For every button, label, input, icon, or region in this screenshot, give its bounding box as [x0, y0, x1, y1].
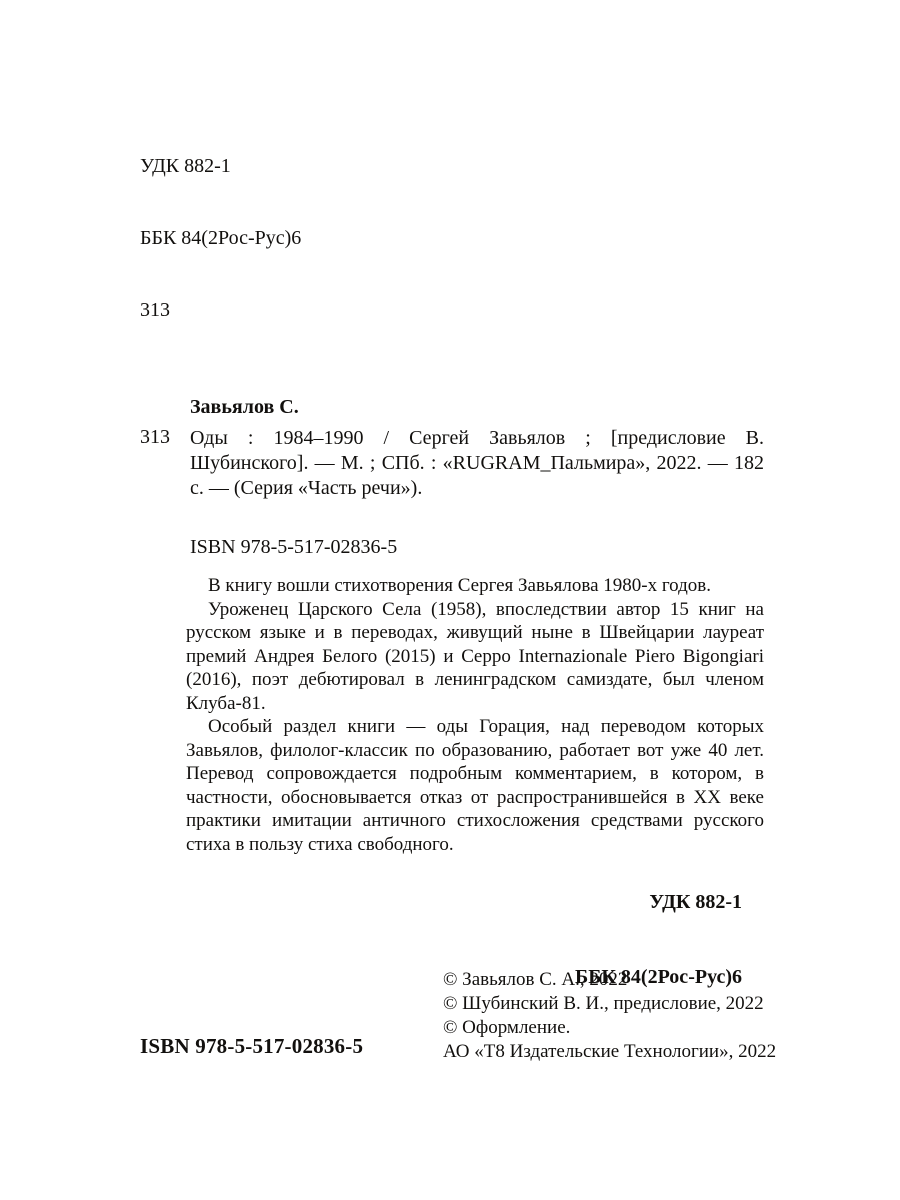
annotation-paragraph-3: Особый раздел книги — оды Горация, над переводом которых Завьялов, филолог-классик по образованию, работает вот уже 40 лет. Перевод сопровождается подробным комментарием, в котором, в частности, обосновывается отказ от распространившейся в XX веке практики имитации античного стихосложения средствами русского стиха в пользу стиха свободного.	[186, 716, 764, 855]
copyright-block	[443, 968, 776, 1064]
isbn-bottom: ISBN 978-5-517-02836-5	[140, 1034, 364, 1058]
isbn-catalog-line: ISBN 978-5-517-02836-5	[190, 536, 398, 558]
udk-code-right: УДК 882-1	[649, 891, 742, 913]
annotation-block	[186, 574, 764, 856]
udk-code-top: УДК 882-1	[140, 155, 231, 177]
copyright-line-author: © Завьялов С. А., 2022	[443, 969, 628, 990]
author-sign-code-top: 313	[140, 299, 170, 321]
top-classification-block	[140, 106, 301, 370]
copyright-line-publisher: АО «Т8 Издательские Технологии», 2022	[443, 1041, 777, 1062]
bbk-code-top: ББК 84(2Рос-Рус)6	[140, 227, 302, 249]
catalog-bibliographic-entry: Оды : 1984–1990 / Сергей Завьялов ; [предисловие В. Шубинского]. — М. ; СПб. : «RUGRAM_Пальмира», 2022. — 182 с. — (Серия «Часть речи»).	[190, 427, 764, 499]
catalog-author-heading: Завьялов С.	[190, 396, 299, 418]
copyright-line-design: © Оформление.	[443, 1017, 571, 1038]
bbk-code-right: ББК 84(2Рос-Рус)6	[574, 966, 742, 988]
copyright-line-preface: © Шубинский В. И., предисловие, 2022	[443, 993, 764, 1014]
annotation-paragraph-2: Уроженец Царского Села (1958), впоследствии автор 15 книг на русском языке и в переводах, живущий ныне в Швейцарии лауреат премий Андрея Белого (2015) и Ceppo Internazionale Piero Bigongiari (2016), поэт дебютировал в ленинградском самиздате, был членом Клуба-81.	[186, 598, 764, 714]
annotation-paragraph-1: В книгу вошли стихотворения Сергея Завьялова 1980-х годов.	[208, 575, 711, 596]
catalog-margin-code: 313	[140, 426, 170, 448]
